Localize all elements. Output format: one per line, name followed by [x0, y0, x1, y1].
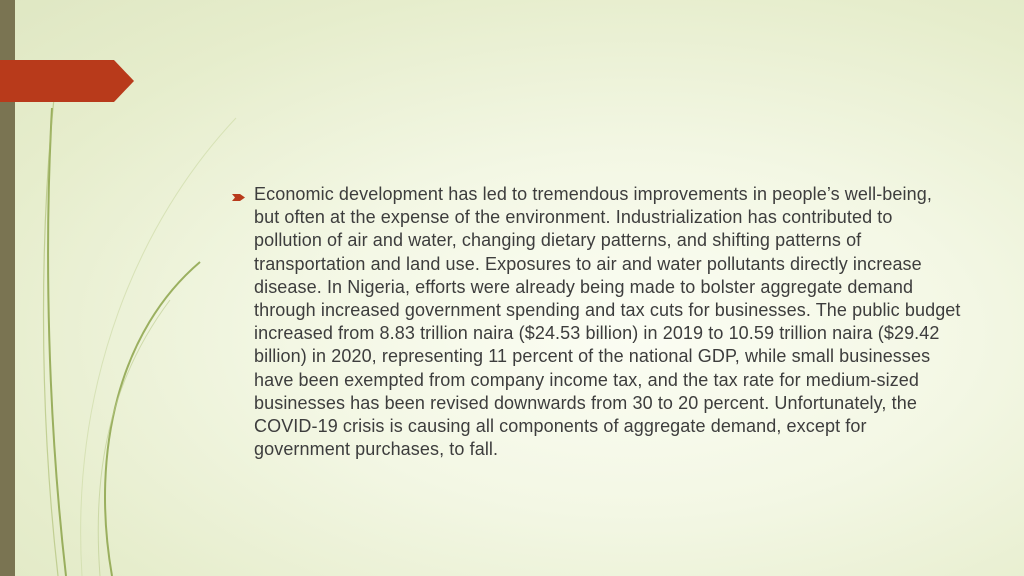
bullet-item	[232, 183, 962, 461]
bullet-text: Economic development has led to tremendous improvements in people’s well-being, but often at the expense of the environment. Industrialization has contributed to pollution of air and water, changing dietary patterns, and shifting patterns of transportation and land use. Exposures to air and water pollutants directly increase disease. In Nigeria, efforts were already being made to bolster aggregate demand through increased government spending and tax cuts for businesses. The public budget increased from 8.83 trillion naira ($24.53 billion) in 2019 to 10.59 trillion naira ($29.42 billion) in 2020, representing 11 percent of the national GDP, while small businesses have been exempted from company income tax, and the tax rate for medium-sized businesses has been revised downwards from 30 to 20 percent. Unfortunately, the COVID-19 crisis is causing all components of aggregate demand, except for government purchases, to fall.	[254, 184, 961, 460]
slide-content	[232, 183, 962, 461]
red-accent-tab	[0, 60, 134, 102]
arrow-bullet-icon	[232, 183, 254, 207]
